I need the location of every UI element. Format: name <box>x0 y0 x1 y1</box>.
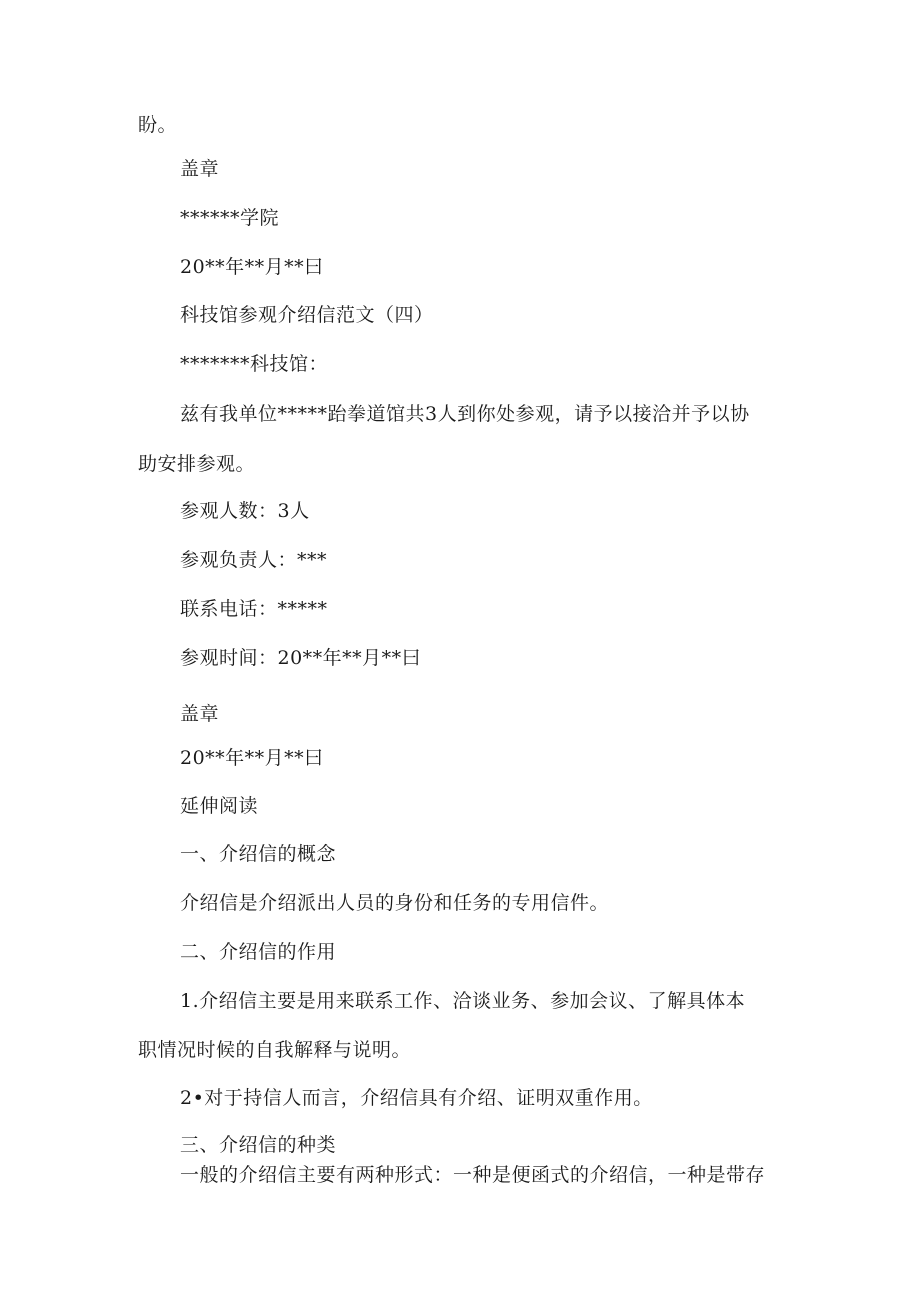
seal-label: 盖章 <box>180 158 220 180</box>
visitor-count: 参观人数：3人 <box>180 500 310 522</box>
visit-leader: 参观负责人：*** <box>180 549 328 571</box>
section-heading: 一、介绍信的概念 <box>180 843 337 865</box>
extended-reading-heading: 延伸阅读 <box>180 795 259 817</box>
list-item-continuation: 职情况时候的自我解释与说明。 <box>138 1039 412 1061</box>
recipient-salutation: *******科技馆： <box>180 353 329 375</box>
section-heading: 三、介绍信的种类 <box>180 1134 337 1156</box>
body-paragraph: 兹有我单位*****跆拳道馆共3人到你处参观，请予以接洽并予以协 <box>180 403 750 425</box>
letter-date: 20**年**月**曰 <box>180 256 324 278</box>
paragraph-continuation: 盼。 <box>138 114 178 136</box>
list-item: 1.介绍信主要是用来联系工作、洽谈业务、参加会议、了解具体本 <box>180 990 746 1012</box>
visit-time: 参观时间：20**年**月**曰 <box>180 647 422 669</box>
list-item: 2•对于持信人而言，介绍信具有介绍、证明双重作用。 <box>180 1087 653 1109</box>
section-heading: 二、介绍信的作用 <box>180 941 337 963</box>
letter-date: 20**年**月**曰 <box>180 747 324 769</box>
contact-phone: 联系电话：***** <box>180 598 328 620</box>
sender-institution: ******学院 <box>180 207 280 229</box>
body-paragraph: 介绍信是介绍派出人员的身份和任务的专用信件。 <box>180 892 610 914</box>
body-paragraph-continuation: 助安排参观。 <box>138 453 256 475</box>
seal-label: 盖章 <box>180 703 220 725</box>
section-heading: 科技馆参观介绍信范文（四） <box>180 304 434 326</box>
body-paragraph: 一般的介绍信主要有两种形式：一种是便函式的介绍信，一种是带存 <box>180 1164 766 1186</box>
